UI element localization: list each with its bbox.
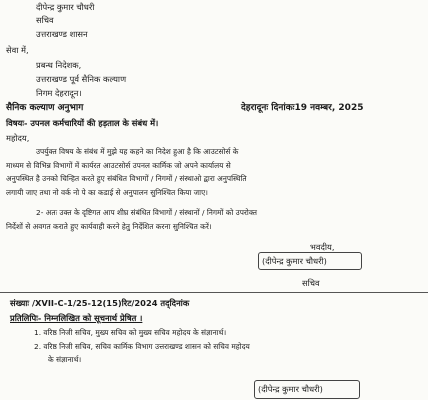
divider (0, 292, 428, 293)
recipient-org: उत्तराखण्ड पूर्व सैनिक कल्याण (36, 74, 127, 84)
para1-line: माध्यम से विभिन्न विभागों में कार्यरत आउटसोर्स उपनल कार्मिक जो अपने कार्यालय से (6, 161, 231, 170)
reference-number: संख्याः /XVII-C-1/25-12(15)रिट/2024 तद्‌दिनांक (10, 298, 190, 308)
para2-line: निर्देशों से अवगत कराते हुए कार्यवाही करने हेतु निर्देशित करना सुनिश्चित करें। (6, 222, 212, 231)
copy-item-continued: के संज्ञानार्थ। (48, 355, 82, 364)
copy-item: 2. वरिष्ठ निजी सचिव, सचिव कार्मिक विभाग उत्तराखण्ड शासन को सचिव महोदय (34, 342, 250, 351)
para1-line: उपर्युक्त विषय के संबंध में मुझे यह कहने का निदेश हुआ है कि आउटसोर्स के (36, 147, 239, 156)
sender-office: उत्तराखण्ड शासन (36, 29, 88, 39)
closing: भवदीय, (310, 242, 335, 252)
signature-designation: सचिव (302, 278, 320, 288)
signature-name: (दीपेन्द्र कुमार चौधरी) (262, 256, 327, 266)
signature2-name: (दीपेन्द्र कुमार चौधरी) (258, 384, 323, 394)
para2-line: 2- अतः उक्त के दृष्टिगत आप शीघ्र संबंधित विभागों / संस्थानों / निगमों को उपरोक्त (36, 208, 258, 217)
para1-line: लगायी जाए तथा नो वर्क नो पे का कडाई से अनुपालन सुनिश्चित किया जाए। (6, 188, 208, 197)
subject: विषयः- उपनल कर्मचारियों की हड़ताल के संबंध में। (6, 118, 159, 128)
salutation-to: सेवा में, (6, 45, 29, 55)
sender-designation: सचिव (36, 15, 54, 25)
recipient-org-city: निगम देहरादून। (36, 88, 82, 98)
recipient-designation: प्रबन्ध निदेशक, (36, 60, 82, 70)
place-date: देहरादूनः दिनांकः19 नवम्बर, 2025 (241, 103, 364, 113)
sender-name: दीपेन्द्र कुमार चौधरी (36, 2, 95, 12)
salutation: महोदय, (6, 133, 30, 143)
department: सैनिक कल्याण अनुभाग (6, 103, 84, 113)
copy-item: 1. वरिष्ठ निजी सचिव, मुख्य सचिव को मुख्य सचिव महोदय के संज्ञानार्थ। (34, 328, 227, 337)
para1-line: अनुपस्थित है उनको चिन्हित करते हुए संबंधित विभागों / निगमों / संस्थाओ द्वारा अनुपस्थिति (6, 174, 247, 183)
copy-to-heading: प्रतिलिपिः- निम्नलिखित को सूचनार्थ प्रेषित । (10, 313, 143, 323)
